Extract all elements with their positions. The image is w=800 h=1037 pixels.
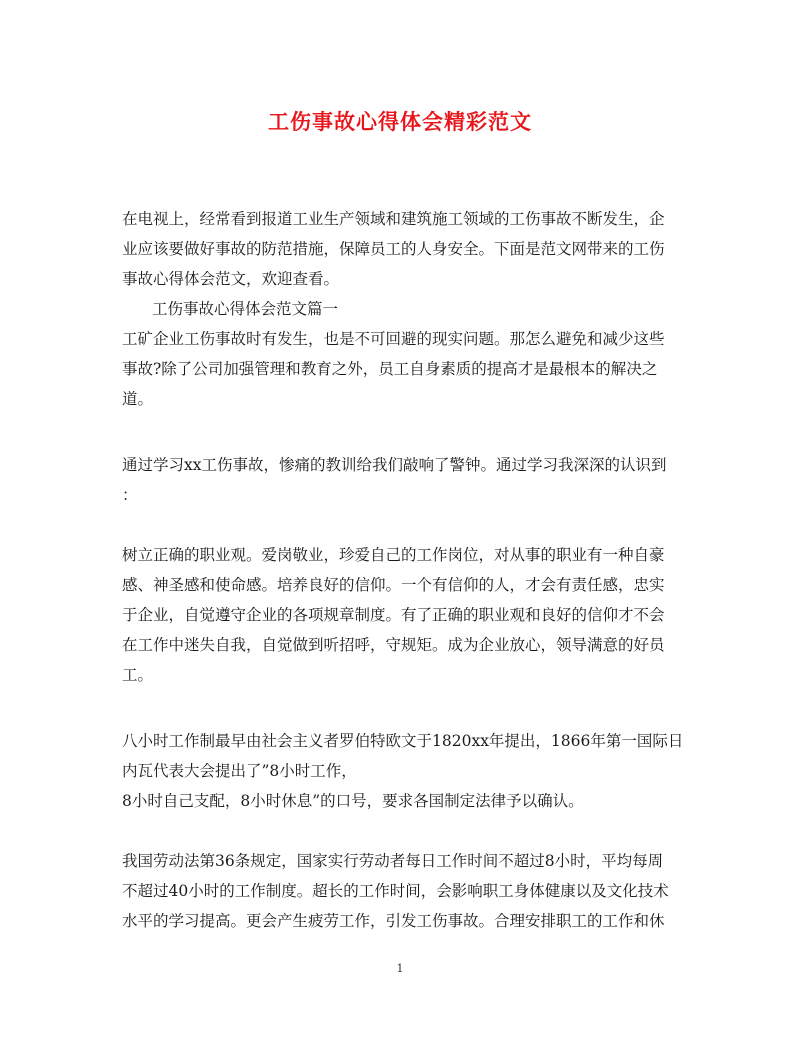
text-line: 于企业，自觉遵守企业的各项规章制度。有了正确的职业观和良好的信仰才不会 [122, 606, 665, 624]
text-line: 在工作中迷失自我，自觉做到听招呼，守规矩。成为企业放心，领导满意的好员 [122, 636, 665, 654]
page-number: 1 [396, 962, 404, 975]
text-line: 道。 [122, 390, 154, 408]
text-line: 树立正确的职业观。爱岗敬业，珍爱自己的工作岗位，对从事的职业有一种自豪 [122, 546, 665, 564]
text-line: 水平的学习提高。更会产生疲劳工作，引发工伤事故。合理安排职工的工作和休 [122, 912, 665, 930]
text-line: 我国劳动法第36条规定，国家实行劳动者每日工作时间不超过8小时，平均每周 [122, 852, 664, 870]
text-line: 内瓦代表大会提出了”8小时工作， [122, 762, 357, 780]
text-line: 在电视上，经常看到报道工业生产领域和建筑施工领域的工伤事故不断发生，企 [122, 210, 665, 228]
text-line: 不超过40小时的工作制度。超长的工作时间，会影响职工身体健康以及文化技术 [122, 882, 669, 900]
paragraph-intro [122, 204, 682, 294]
section-heading-text: 工伤事故心得体会范文篇一 [152, 300, 339, 318]
paragraph-2 [122, 450, 682, 510]
page-title: 工伤事故心得体会精彩范文 [268, 109, 532, 134]
text-line: 工矿企业工伤事故时有发生，也是不可回避的现实问题。那怎么避免和减少这些 [122, 330, 665, 348]
paragraph-1 [122, 324, 682, 414]
text-line: 事故心得体会范文，欢迎查看。 [122, 270, 340, 288]
text-line: ： [122, 486, 138, 504]
text-line: 通过学习xx工伤事故，惨痛的教训给我们敲响了警钟。通过学习我深深的认识到 [122, 456, 667, 474]
section-heading [122, 294, 682, 324]
text-line: 事故?除了公司加强管理和教育之外，员工自身素质的提高才是最根本的解决之 [122, 360, 658, 378]
text-line: 8小时自己支配，8小时休息”的口号，要求各国制定法律予以确认。 [122, 792, 584, 810]
paragraph-4 [122, 726, 682, 816]
text-line: 八小时工作制最早由社会主义者罗伯特欧文于1820xx年提出，1866年第一国际日 [122, 732, 684, 750]
text-line: 工。 [122, 666, 154, 684]
text-line: 感、神圣感和使命感。培养良好的信仰。一个有信仰的人，才会有责任感，忠实 [122, 576, 665, 594]
paragraph-5 [122, 846, 682, 936]
text-line: 业应该要做好事故的防范措施，保障员工的人身安全。下面是范文网带来的工伤 [122, 240, 665, 258]
paragraph-3 [122, 540, 682, 690]
